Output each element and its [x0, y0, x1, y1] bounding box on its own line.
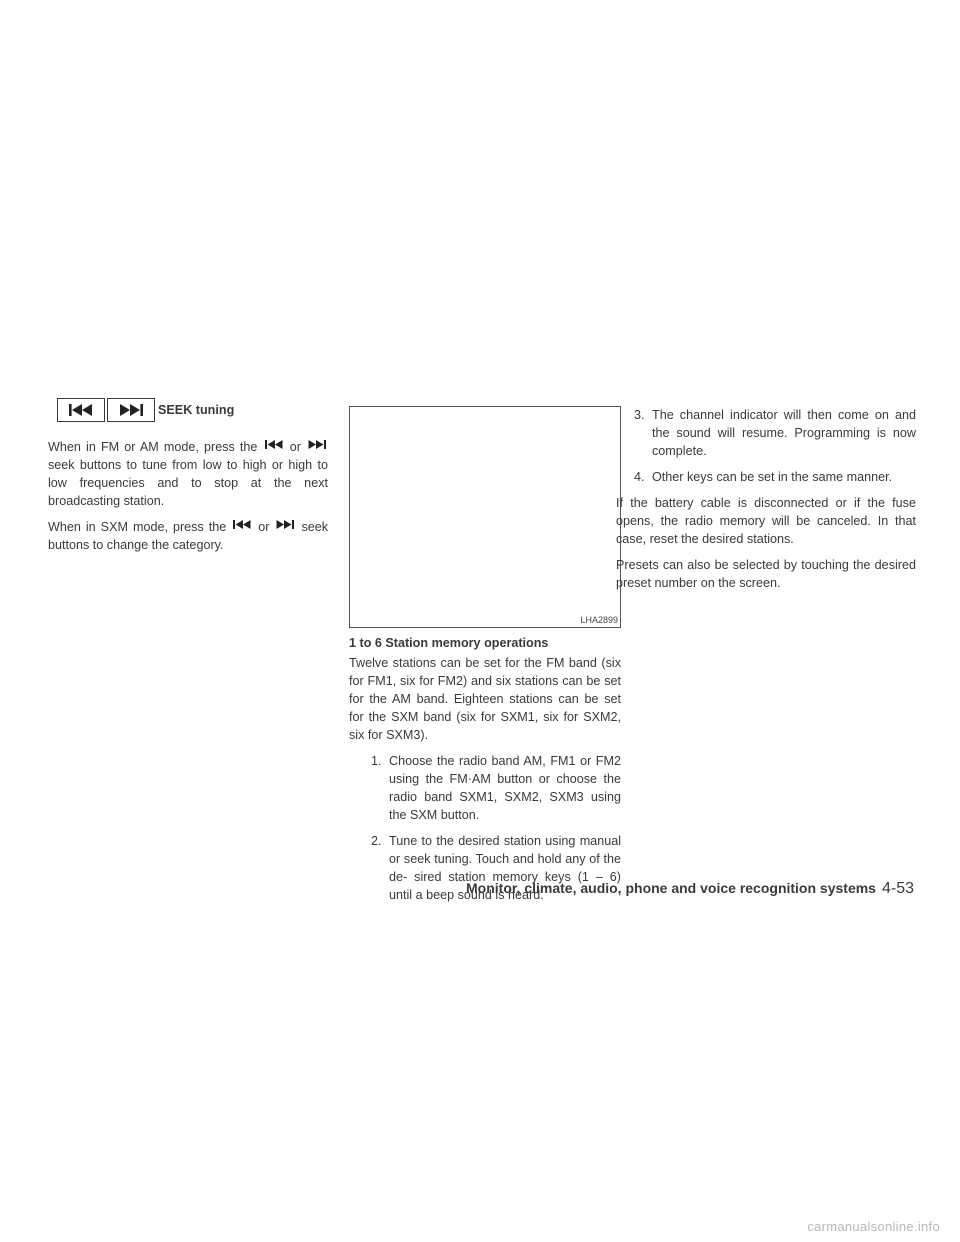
seek-forward-icon [276, 520, 294, 529]
paragraph: Presets can also be selected by touching the desired preset number on the screen. [616, 558, 916, 590]
seek-forward-icon [107, 398, 155, 422]
text: seek buttons to tune from low to high or high to low frequencies and to stop at the next broadcasting station. [48, 458, 328, 508]
page-footer [466, 880, 914, 898]
paragraph: If the battery cable is disconnected or if the fuse opens, the radio memory will be canceled. In that case, reset the desired stations. [616, 496, 916, 546]
text: When in SXM mode, press the [48, 520, 227, 534]
middle-column [349, 406, 621, 912]
right-column [616, 406, 916, 600]
seek-back-icon [57, 398, 105, 422]
text: When in FM or AM mode, press the [48, 440, 258, 454]
step-text: Other keys can be set in the same manner. [652, 470, 893, 484]
seek-back-icon [233, 520, 251, 529]
left-column [48, 398, 328, 562]
seek-tuning-header [48, 398, 328, 424]
step-text: Choose the radio band AM, FM1 or FM2 using the FM·AM button or choose the radio band SXM1, SXM2, SXM3 using the SXM button. [389, 754, 621, 822]
list-item [616, 406, 916, 460]
text: seek buttons to change the category. [48, 520, 329, 552]
text: or [258, 520, 270, 534]
figure-label: LHA2899 [580, 615, 618, 625]
section-heading: 1 to 6 Station memory operations [349, 636, 549, 650]
paragraph [48, 438, 328, 510]
list-item [349, 752, 621, 824]
section-heading: SEEK tuning [158, 403, 235, 417]
figure-box [349, 406, 621, 628]
paragraph [48, 518, 328, 554]
watermark: carmanualsonline.info [807, 1219, 940, 1234]
footer-section-title: Monitor, climate, audio, phone and voice recognition systems [466, 880, 876, 896]
seek-forward-icon [308, 440, 326, 449]
paragraph: Twelve stations can be set for the FM band (six for FM1, six for FM2) and six stations can be set for the AM band. Eighteen stations can be set for the SXM band (six for SXM1, six for SXM2, six for SXM3). [349, 656, 621, 742]
page-number: 4-53 [881, 880, 914, 897]
step-number: 3. [634, 408, 645, 422]
step-text: The channel indicator will then come on and the sound will resume. Programming is now complete. [652, 408, 916, 458]
text: or [289, 440, 301, 454]
step-number: 4. [634, 470, 645, 484]
step-text: Tune to the desired station using manual or seek tuning. Touch and hold any of the de- sired station memory keys (1 – 6) until a beep sound is heard. [389, 834, 621, 902]
step-number: 1. [371, 754, 382, 768]
step-number: 2. [371, 834, 382, 848]
seek-back-icon [265, 440, 283, 449]
steps-list [616, 406, 916, 486]
list-item [616, 468, 916, 486]
